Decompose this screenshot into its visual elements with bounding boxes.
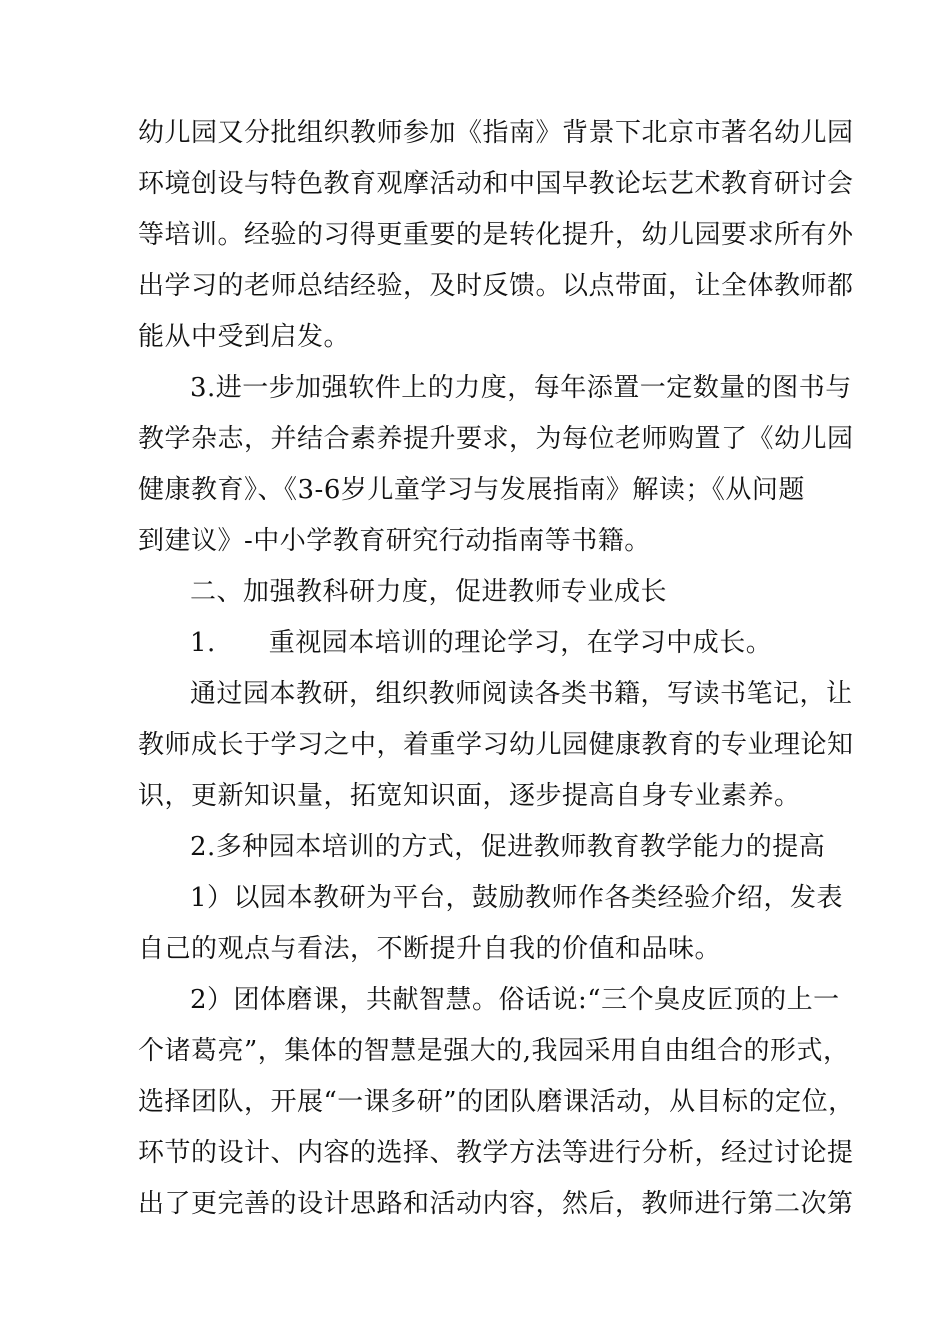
body-text-line: 环境创设与特色教育观摩活动和中国早教论坛艺术教育研讨会	[138, 169, 854, 199]
body-text-line: 个诸葛亮”，集体的智慧是强大的,我园采用自由组合的形式，	[138, 1036, 850, 1066]
body-text-line: 选择团队，开展“一课多研”的团队磨课活动，从目标的定位，	[138, 1087, 855, 1117]
body-text-line: 环节的设计、内容的选择、教学方法等进行分析，经过讨论提	[138, 1138, 854, 1168]
body-text-line: 等培训。经验的习得更重要的是转化提升，幼儿园要求所有外	[138, 220, 854, 250]
subsection-heading: 2.多种园本培训的方式，促进教师教育教学能力的提高	[190, 832, 826, 862]
list-item-3-heading: 3.进一步加强软件上的力度，每年添置一定数量的图书与	[190, 373, 852, 403]
body-text-line: 健康教育》、《3-6岁儿童学习与发展指南》解读；《从问题	[138, 475, 805, 505]
list-item: 1）以园本教研为平台，鼓励教师作各类经验介绍，发表	[190, 883, 844, 913]
body-text-line: 通过园本教研，组织教师阅读各类书籍，写读书笔记，让	[190, 679, 853, 709]
body-text-line: 出了更完善的设计思路和活动内容，然后，教师进行第二次第	[138, 1189, 854, 1219]
body-text-line: 识，更新知识量，拓宽知识面，逐步提高自身专业素养。	[138, 781, 801, 811]
body-text-line: 能从中受到启发。	[138, 322, 351, 352]
subsection-heading: 1. 重视园本培训的理论学习，在学习中成长。	[190, 628, 773, 658]
body-text-line: 幼儿园又分批组织教师参加《指南》背景下北京市著名幼儿园	[138, 118, 854, 148]
body-text-line: 教学杂志，并结合素养提升要求，为每位老师购置了《幼儿园	[138, 424, 854, 454]
section-heading: 二、加强教科研力度，促进教师专业成长	[190, 577, 668, 607]
body-text-line: 出学习的老师总结经验，及时反馈。以点带面，让全体教师都	[138, 271, 854, 301]
body-text-line: 自己的观点与看法，不断提升自我的价值和品味。	[138, 934, 722, 964]
list-item: 2）团体磨课，共献智慧。俗话说:“三个臭皮匠顶的上一	[190, 985, 840, 1015]
body-text-line: 教师成长于学习之中，着重学习幼儿园健康教育的专业理论知	[138, 730, 854, 760]
body-text-line: 到建议》-中小学教育研究行动指南等书籍。	[138, 526, 651, 556]
